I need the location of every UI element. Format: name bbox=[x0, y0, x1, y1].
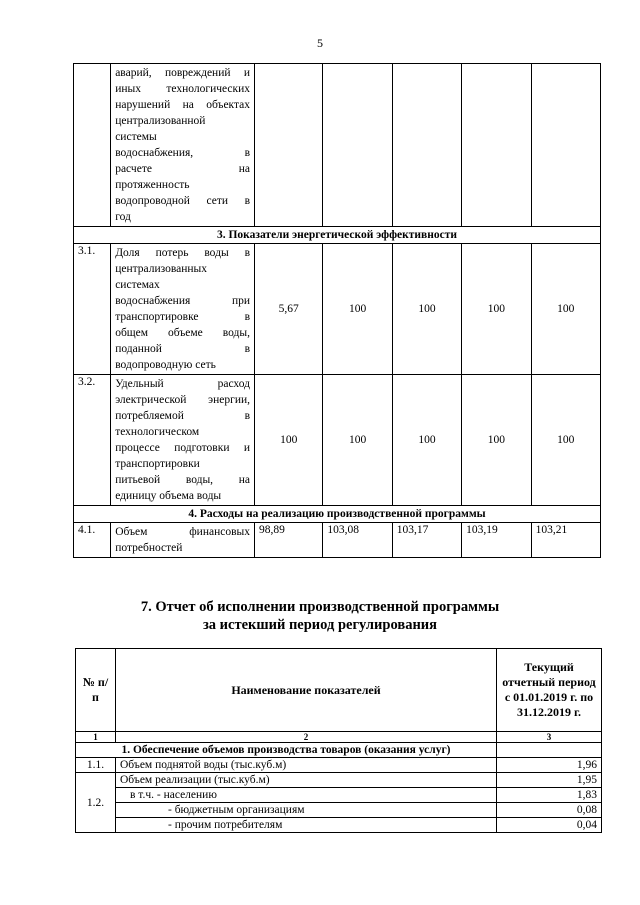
page-number: 5 bbox=[317, 36, 323, 50]
section-3-title: 3. Показатели энергетической эффективности bbox=[74, 227, 601, 244]
table-row bbox=[76, 818, 602, 833]
row-number: 3.2. bbox=[74, 375, 111, 506]
table-row bbox=[76, 788, 602, 803]
value-cell: 1,83 bbox=[497, 788, 602, 803]
indicators-table bbox=[73, 63, 601, 558]
value-cell: 103,17 bbox=[392, 523, 461, 558]
value-cell bbox=[462, 64, 531, 227]
value-cell: 100 bbox=[392, 375, 461, 506]
row-number: 3.1. bbox=[74, 244, 111, 375]
table-row bbox=[74, 244, 601, 375]
value-cell: 103,21 bbox=[531, 523, 600, 558]
value-cell: 103,08 bbox=[323, 523, 392, 558]
row-name: аварий, повреждений и иных технологических нарушений на объектах централизованной системы водоснабжения, в расчете на протяженность водопроводной сети в год bbox=[111, 64, 255, 227]
row-name: - бюджетным организациям bbox=[116, 803, 497, 818]
row-name: Объем поднятой воды (тыс.куб.м) bbox=[116, 758, 497, 773]
table-row bbox=[76, 773, 602, 788]
row-number: 1.1. bbox=[76, 758, 116, 773]
section-row bbox=[74, 506, 601, 523]
header-col-period: Текущий отчетный период с 01.01.2019 г. по 31.12.2019 г. bbox=[497, 649, 602, 732]
value-cell: 0,08 bbox=[497, 803, 602, 818]
value-cell bbox=[392, 64, 461, 227]
section-4-title: 4. Расходы на реализацию производственной программы bbox=[74, 506, 601, 523]
row-name: Удельный расход электрической энергии, потребляемой в технологическом процессе подготовки и транспортировки питьевой воды, на единицу объема воды bbox=[111, 375, 255, 506]
table-row bbox=[74, 64, 601, 227]
index-cell: 3 bbox=[497, 732, 602, 743]
value-cell bbox=[531, 64, 600, 227]
row-number: 4.1. bbox=[74, 523, 111, 558]
row-name: - прочим потребителям bbox=[116, 818, 497, 833]
table-row bbox=[76, 758, 602, 773]
row-name: в т.ч. - населению bbox=[116, 788, 497, 803]
row-name: Доля потерь воды в централизованных системах водоснабжения при транспортировке в общем объеме воды, поданной в водопроводную сеть bbox=[111, 244, 255, 375]
value-cell: 100 bbox=[323, 375, 392, 506]
value-cell: 100 bbox=[531, 375, 600, 506]
value-cell bbox=[255, 64, 323, 227]
value-cell: 100 bbox=[462, 375, 531, 506]
value-cell bbox=[323, 64, 392, 227]
value-cell: 100 bbox=[255, 375, 323, 506]
value-cell: 100 bbox=[462, 244, 531, 375]
index-cell: 2 bbox=[116, 732, 497, 743]
value-cell: 103,19 bbox=[462, 523, 531, 558]
section-7-title: 7. Отчет об исполнении производственной программы за истекший период регулирования bbox=[140, 599, 500, 633]
value-cell: 98,89 bbox=[255, 523, 323, 558]
table-row bbox=[76, 803, 602, 818]
value-cell: 1,96 bbox=[497, 758, 602, 773]
row-number bbox=[74, 64, 111, 227]
section-row bbox=[74, 227, 601, 244]
value-cell: 1,95 bbox=[497, 773, 602, 788]
report-table bbox=[75, 648, 602, 833]
value-cell: 5,67 bbox=[255, 244, 323, 375]
row-name: Объем финансовых потребностей bbox=[111, 523, 255, 558]
index-cell: 1 bbox=[76, 732, 116, 743]
header-row bbox=[76, 649, 602, 732]
table-row bbox=[74, 375, 601, 506]
value-cell: 0,04 bbox=[497, 818, 602, 833]
row-name: Объем реализации (тыс.куб.м) bbox=[116, 773, 497, 788]
section-1-title: 1. Обеспечение объемов производства товаров (оказания услуг) bbox=[76, 743, 497, 758]
row-number: 1.2. bbox=[76, 773, 116, 833]
index-row bbox=[76, 732, 602, 743]
header-col-number: № п/п bbox=[76, 649, 116, 732]
value-cell: 100 bbox=[323, 244, 392, 375]
table-row bbox=[74, 523, 601, 558]
value-cell bbox=[497, 743, 602, 758]
header-col-name: Наименование показателей bbox=[116, 649, 497, 732]
section-row bbox=[76, 743, 602, 758]
value-cell: 100 bbox=[392, 244, 461, 375]
value-cell: 100 bbox=[531, 244, 600, 375]
